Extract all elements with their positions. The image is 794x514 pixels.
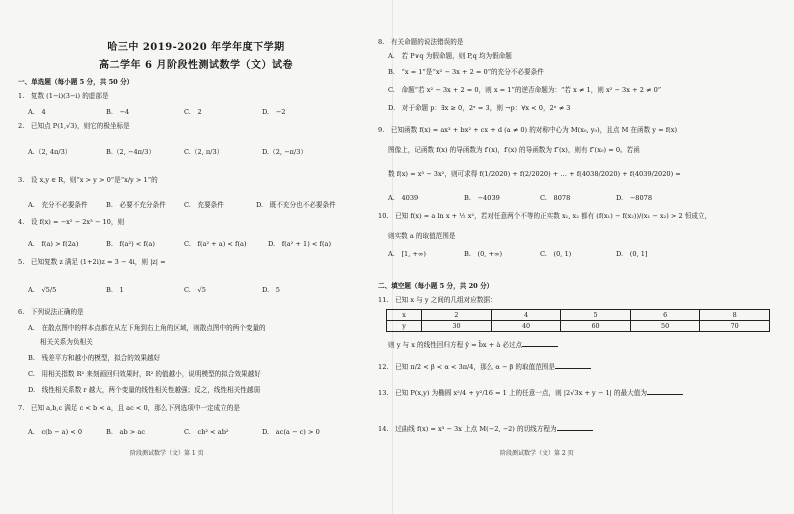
page-2	[378, 0, 794, 514]
option-b: B. f(a²) < f(a)	[106, 240, 155, 248]
table-cell: 50	[630, 321, 700, 332]
question-13-text: 13. 已知 P(x,y) 为椭圆 x²/4 + y²/16 = 1 上的任意一点，则 |2√3x + y − 1| 的最大值为	[378, 389, 647, 397]
question-6-option-a: A. 在散点图中的样本点都在从左下角到右上角的区域，则散点图中的两个变量的	[28, 324, 266, 332]
question-6: 6. 下列说法正确的是	[18, 308, 84, 316]
option-d: D.（2, −π/3）	[262, 148, 307, 156]
table-row	[387, 310, 770, 321]
option-d: D. f(a² + 1) < f(a)	[268, 240, 332, 248]
question-8-option-b: B. “x = 1”是“x² − 3x + 2 = 0”的充分不必要条件	[388, 68, 544, 76]
question-7: 7. 已知 a,b,c 满足 c < b < a，且 ac < 0，那么下列选项中一定成立的是	[18, 404, 240, 412]
question-4-options	[28, 238, 352, 248]
table-cell: 8	[700, 310, 770, 321]
question-8: 8. 有关命题的说法错误的是	[378, 38, 464, 46]
question-8-option-a: A. 若 P∨q 为假命题，则 P,q 均为假命题	[388, 52, 512, 60]
option-b: B. −4039	[464, 194, 500, 202]
option-a: A. c(b − a) < 0	[28, 428, 83, 436]
option-d: D. ac(a − c) > 0	[262, 428, 320, 436]
option-a: A. [1, +∞)	[388, 250, 427, 258]
question-9-line-3: 数 f(x) = x³ − 3x²，则可求得 f(1/2020) + f(2/2020) + … + f(4038/2020) + f(4039/2020) =	[388, 170, 681, 178]
section-1-header: 一、单选题（每小题 5 分，共 50 分）	[18, 78, 134, 86]
table-cell: 60	[561, 321, 631, 332]
option-b: B.（2, −4π/3）	[106, 148, 155, 156]
question-9: 9. 已知函数 f(x) = ax³ + bx² + cx + d (a ≠ 0) 的对称中心为 M(x₀, y₀)，且点 M 在函数 y = f(x)	[378, 126, 678, 134]
option-c: C.（2, π/3）	[184, 148, 224, 156]
question-6-option-c: C. 用相关指数 R² 来刻画回归效果时，R² 的值越小，说明模型的拟合效果越好	[28, 370, 261, 378]
page-1-footer: 阶段测试数学（文）第 1 页	[130, 450, 204, 457]
option-a: A. 4039	[388, 194, 419, 202]
question-3-options	[28, 199, 352, 209]
option-c: C. cb² < ab²	[184, 428, 229, 436]
question-7-options	[28, 426, 346, 436]
answer-blank	[555, 362, 591, 369]
option-b: B. ab > ac	[106, 428, 146, 436]
question-5-options	[28, 284, 340, 294]
table-cell: y	[387, 321, 422, 332]
question-6-option-d: D. 线性相关系数 r 越大，两个变量的线性相关性越强；反之，线性相关性越弱	[28, 386, 261, 394]
option-c: C. f(a² + a) < f(a)	[184, 240, 247, 248]
option-a: A. √5/5	[28, 286, 57, 294]
option-c: C. √5	[184, 286, 206, 294]
table-cell: 40	[491, 321, 561, 332]
question-10-options	[388, 248, 692, 258]
question-13	[378, 388, 683, 397]
question-11-line-2	[388, 340, 558, 349]
exam-title-school: 哈三中 2019-2020 年学年度下学期	[107, 42, 285, 53]
option-a: A. f(a) > f(2a)	[28, 240, 79, 248]
option-c: C. 2	[184, 108, 202, 116]
table-cell: 5	[561, 310, 631, 321]
option-c: C. 8078	[540, 194, 571, 202]
question-2-options	[28, 146, 340, 156]
question-8-option-d: D. 对于命题 p：∃x ≥ 0，2ˣ = 3，则 ¬p：∀x < 0，2ˣ ≠ 3	[388, 104, 571, 112]
question-11-text: 则 y 与 x 的线性回归方程 ŷ = b̂x + â 必过点	[388, 341, 523, 349]
question-5: 5. 已知复数 z 满足 (1+2i)z = 3 − 4i，则 |z| =	[18, 258, 166, 266]
question-8-option-c: C. 命题“若 x² − 3x + 2 = 0，则 x = 1”的逆否命题为：“若 x ≠ 1，则 x² − 3x + 2 ≠ 0”	[388, 86, 662, 94]
question-12	[378, 362, 591, 371]
question-1-options	[28, 106, 340, 116]
option-c: C. (0, 1)	[540, 250, 572, 258]
section-2-header: 二、填空题（每小题 5 分，共 20 分）	[378, 282, 494, 290]
option-b: B. (0, +∞)	[464, 250, 503, 258]
table-cell: 4	[491, 310, 561, 321]
question-4: 4. 设 f(x) = −x² − 2x³ − 10，则	[18, 218, 125, 226]
question-14	[378, 424, 593, 433]
question-3: 3. 设 x,y ∈ R，则“x > y > 0”是“x/y > 1”的	[18, 176, 158, 184]
question-11: 11. 已知 x 与 y 之间的几组对应数据：	[378, 296, 497, 304]
option-a: A. 4	[28, 108, 46, 116]
question-14-text: 14. 过曲线 f(x) = x³ − 3x 上点 M(−2, −2) 的切线方程为	[378, 425, 557, 433]
question-6-option-b: B. 残差平方和越小的模型，拟合的效果越好	[28, 354, 161, 362]
page-1	[0, 0, 392, 514]
option-c: C. 充要条件	[184, 201, 224, 209]
question-9-options	[388, 192, 692, 202]
option-a: A.（2, 4π/3）	[28, 148, 72, 156]
question-2: 2. 已知点 P(1,√3)，则它的极坐标是	[18, 122, 130, 130]
data-table	[386, 309, 770, 332]
option-b: B. 1	[106, 286, 124, 294]
option-b: B. 必要不充分条件	[106, 201, 166, 209]
option-d: D. 既不充分也不必要条件	[256, 201, 336, 209]
question-10-line-2: 则实数 a 的取值范围是	[388, 232, 456, 240]
option-d: D. (0, 1]	[616, 250, 648, 258]
question-12-text: 12. 已知 π/2 < β < α < 3π/4，那么 α − β 的取值范围是	[378, 363, 555, 371]
table-cell: x	[387, 310, 422, 321]
exam-title-subject: 高二学年 6 月阶段性测试数学（文）试卷	[99, 60, 293, 71]
question-6-option-a-cont: 相关关系为负相关	[40, 338, 93, 346]
option-d: D. −8078	[616, 194, 653, 202]
table-cell: 6	[630, 310, 700, 321]
option-b: B. −4	[106, 108, 130, 116]
option-d: D. 5	[262, 286, 280, 294]
answer-blank	[647, 388, 683, 395]
table-cell: 70	[700, 321, 770, 332]
question-9-line-2: 图像上，记函数 f(x) 的导函数为 f′(x)，f′(x) 的导函数为 f″(x)，则有 f″(x₀) = 0。若函	[388, 146, 640, 154]
option-d: D. −2	[262, 108, 286, 116]
answer-blank	[522, 340, 558, 347]
table-cell: 2	[422, 310, 492, 321]
table-row	[387, 321, 770, 332]
question-10: 10. 已知 f(x) = a ln x + ½ x²，若对任意两个不等的正实数 x₁, x₂ 都有 (f(x₁) − f(x₂))/(x₁ − x₂) > 2 恒成立，	[378, 212, 712, 220]
table-cell: 30	[422, 321, 492, 332]
option-a: A. 充分不必要条件	[28, 201, 88, 209]
page-2-footer: 阶段测试数学（文）第 2 页	[500, 450, 574, 457]
question-1: 1. 复数 (1−i)(3−i) 的虚部是	[18, 92, 109, 100]
answer-blank	[557, 424, 593, 431]
